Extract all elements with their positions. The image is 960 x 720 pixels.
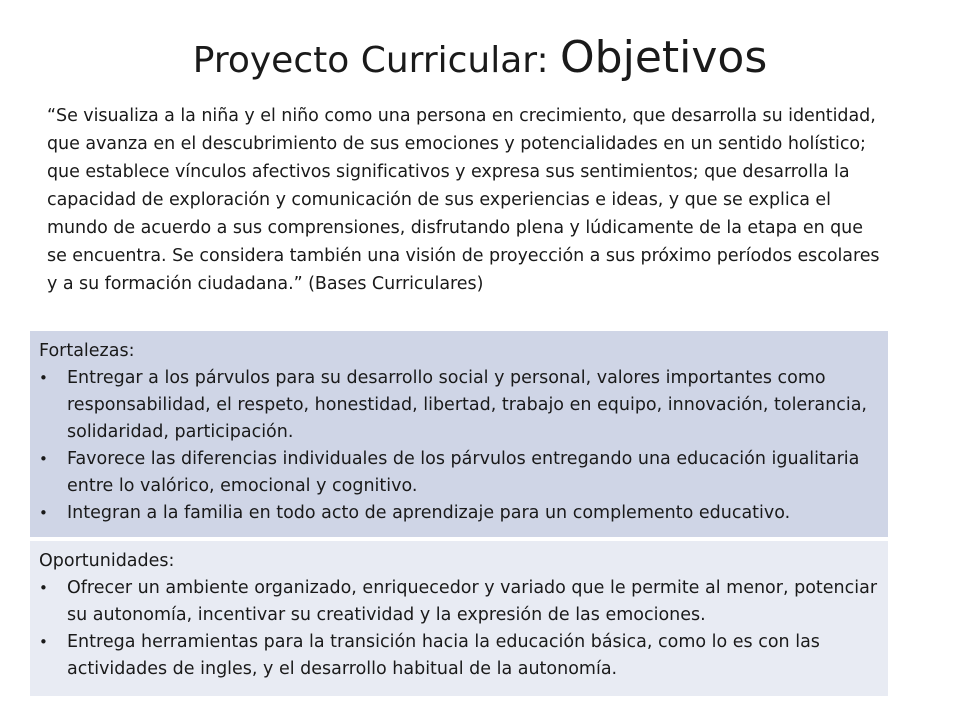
list-item — [39, 629, 878, 683]
list-item-text: Integran a la familia en todo acto de aprendizaje para un complemento educativo. — [67, 503, 791, 523]
list-item-text: Favorece las diferencias individuales de los párvulos entregando una educación igualitaria entre lo valórico, emocional y cognitivo. — [67, 449, 860, 496]
bullet-icon: • — [39, 504, 48, 522]
oportunidades-box — [30, 541, 888, 696]
oportunidades-list — [39, 575, 878, 683]
fortalezas-list — [39, 365, 878, 527]
list-item — [39, 500, 878, 527]
bullet-icon: • — [39, 369, 48, 387]
slide-title-part2: Objetivos — [560, 32, 768, 83]
list-item — [39, 575, 878, 629]
list-item-text: Ofrecer un ambiente organizado, enriquecedor y variado que le permite al menor, potenciar su autonomía, incentivar su creatividad y la expresión de las emociones. — [67, 578, 878, 625]
slide-title — [0, 28, 960, 91]
oportunidades-heading: Oportunidades: — [39, 551, 175, 571]
list-item — [39, 446, 878, 500]
bullet-icon: • — [39, 633, 48, 651]
slide-title-part1: Proyecto Curricular: — [192, 40, 561, 81]
fortalezas-heading: Fortalezas: — [39, 341, 135, 361]
fortalezas-box — [30, 331, 888, 537]
list-item-text: Entrega herramientas para la transición hacia la educación básica, como lo es con las actividades de ingles, y el desarrollo habitual de la autonomía. — [67, 632, 820, 679]
list-item-text: Entregar a los párvulos para su desarrollo social y personal, valores importantes como responsabilidad, el respeto, honestidad, libertad, trabajo en equipo, innovación, tolerancia, solidaridad, participación. — [67, 368, 867, 442]
bullet-icon: • — [39, 579, 48, 597]
list-item — [39, 365, 878, 446]
quote-paragraph: “Se visualiza a la niña y el niño como una persona en crecimiento, que desarrolla su identidad, que avanza en el descubrimiento de sus emociones y potencialidades en un sentido holístico; que establece vínculos afectivos significativos y expresa sus sentimientos; que desarrolla la capacidad de exploración y comunicación de sus experiencias e ideas, y que se explica el mundo de acuerdo a sus comprensiones, disfrutando plena y lúdicamente de la etapa en que se encuentra. Se considera también una visión de proyección a sus próximo períodos escolares y a su formación ciudadana.” (Bases Curriculares) — [47, 106, 880, 294]
bullet-icon: • — [39, 450, 48, 468]
